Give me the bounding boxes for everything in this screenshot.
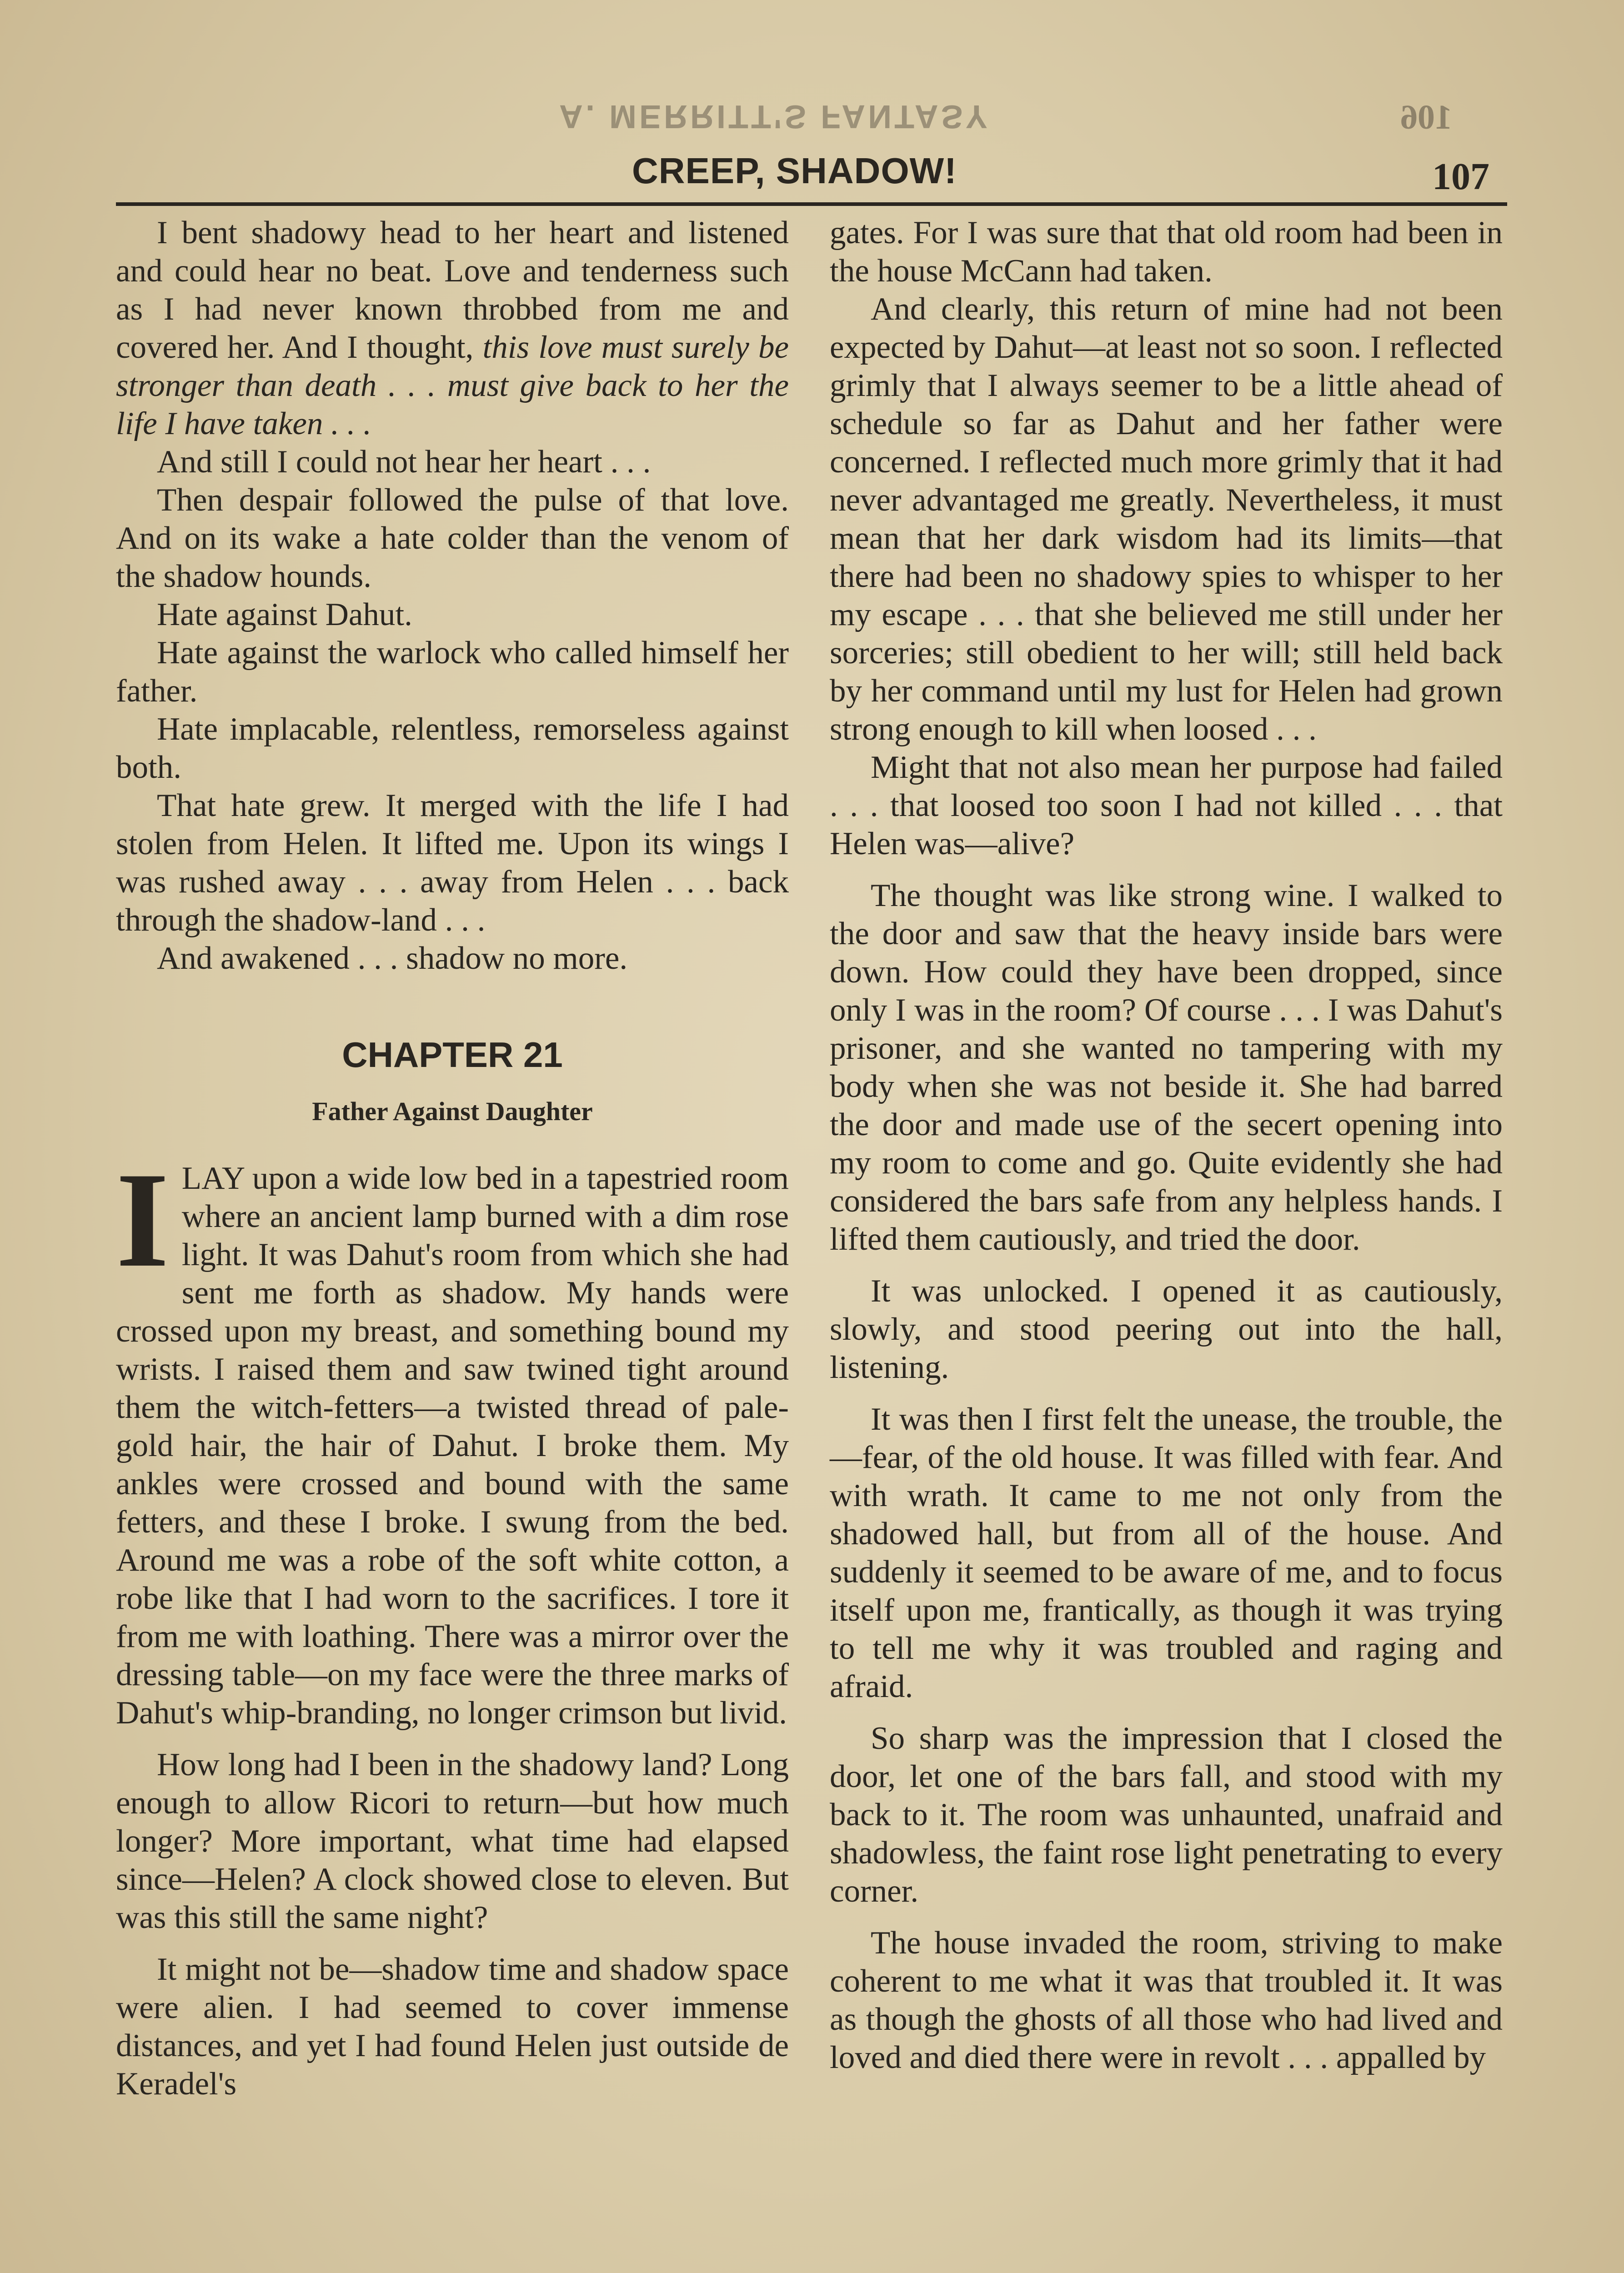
bleed-through-page-number: 106 <box>1400 98 1452 136</box>
paragraph: The thought was like strong wine. I walked to the door and saw that the heavy inside bars were down. How could they have been dropped, since only I was in the room? Of course . . . I was Dahut's prisoner, and she wanted no tampering with my body when she was not beside it. She had barred the door and made use of the secert opening into my room to come and go. Quite evidently she had considered the bars safe from any helpless hands. I lifted them cautiously, and tried the door. <box>830 878 1503 1257</box>
italic-thought: this love must surely be stronger than death . . . must give back to her the life I have taken . . . <box>116 330 789 441</box>
paragraph: Hate against Dahut. <box>157 597 412 632</box>
paragraph: It was unlocked. I opened it as cautiously, slowly, and stood peering out into the hall, listening. <box>830 1273 1503 1385</box>
paragraph: That hate grew. It merged with the life I had stolen from Helen. It lifted me. Upon its wings I was rushed away . . . away from Helen . . . back through the shadow-land . . . <box>116 788 789 938</box>
paragraph: It might not be—shadow time and shadow space were alien. I had seemed to cover immense distances, and yet I had found Helen just outside de Keradel's <box>116 1952 789 2102</box>
running-title: CREEP, SHADOW! <box>632 150 957 191</box>
left-column <box>116 214 789 2103</box>
page-number: 107 <box>1432 155 1489 198</box>
drop-cap: I <box>116 1144 169 1295</box>
paragraph: It was then I first felt the unease, the trouble, the—fear, of the old house. It was filled with fear. And with wrath. It came to me not only from the shadowed hall, but from all of the house. And suddenly it seemed to be aware of me, and to focus itself upon me, frantically, as though it was trying to tell me why it was troubled and raging and afraid. <box>830 1402 1503 1704</box>
paragraph: So sharp was the impression that I closed the door, let one of the bars fall, and stood with my back to it. The room was unhaunted, unafraid and shadowless, the faint rose light penetrating to every corner. <box>830 1721 1503 1909</box>
chapter-title: CHAPTER 21 <box>342 1035 563 1075</box>
paragraph-text: I bent shadowy head to her heart and listened and could hear no beat. Love and tenderness such as I had never known throbbed from me and covered her. And I thought, <box>116 215 789 365</box>
paragraph-text: LAY upon a wide low bed in a tapestried room where an ancient lamp burned with a dim rose light. It was Dahut's room from which she had sent me forth as shadow. My hands were crossed upon my breast, and something bound my wrists. I raised them and saw twined tight around them the witch-fetters—a twisted thread of pale-gold hair, the hair of Dahut. I broke them. My ankles were crossed and bound with the same fetters, and these I broke. I swung from the bed. Around me was a robe of the soft white cotton, a robe like that I had worn to the sacrifices. I tore it from me with loathing. There was a mirror over the dressing table—on my face were the three marks of Dahut's whip-branding, no longer crimson but livid. <box>116 1161 789 1731</box>
paragraph: gates. For I was sure that that old room had been in the house McCann had taken. <box>830 215 1503 289</box>
paragraph-with-drop-cap <box>116 1144 789 1732</box>
paragraph: Hate implacable, relentless, remorseless against both. <box>116 711 789 785</box>
paragraph: How long had I been in the shadowy land? Long enough to allow Ricori to return—but how much longer? More important, what time had elapsed since—Helen? A clock showed close to eleven. But was this still the same night? <box>116 1747 789 1935</box>
chapter-subtitle: Father Against Daughter <box>312 1096 593 1126</box>
paragraph: Hate against the warlock who called himself her father. <box>116 635 789 709</box>
paragraph: And clearly, this return of mine had not been expected by Dahut—at least not so soon. I reflected grimly that I always seemer to be a little ahead of schedule so far as Dahut and her father were concerned. I reflected much more grimly that it had never advantaged me greatly. Nevertheless, it must mean that her dark wisdom had its limits—that there had been no shadowy spies to whisper to her my escape . . . that she believed me still under her sorceries; still obedient to her will; still held back by her command until my lust for Helen had grown strong enough to kill when loosed . . . <box>830 291 1503 747</box>
paragraph: Might that not also mean her purpose had failed . . . that loosed too soon I had not killed . . . that Helen was—alive? <box>830 750 1503 861</box>
right-column <box>830 214 1503 2077</box>
paragraph: Then despair followed the pulse of that love. And on its wake a hate colder than the venom of the shadow hounds. <box>116 482 789 594</box>
paragraph: And still I could not hear her heart . . . <box>157 444 651 480</box>
bleed-through-title: A. MERRITT'S FANTASY <box>559 98 990 135</box>
paragraph: The house invaded the room, striving to make coherent to me what it was that troubled it. It was as though the ghosts of all those who had lived and loved and died there were in revolt . . . appalled by <box>830 1925 1503 2075</box>
header-rule <box>116 202 1507 206</box>
paragraph: And awakened . . . shadow no more. <box>157 941 628 976</box>
paragraph <box>116 214 789 443</box>
